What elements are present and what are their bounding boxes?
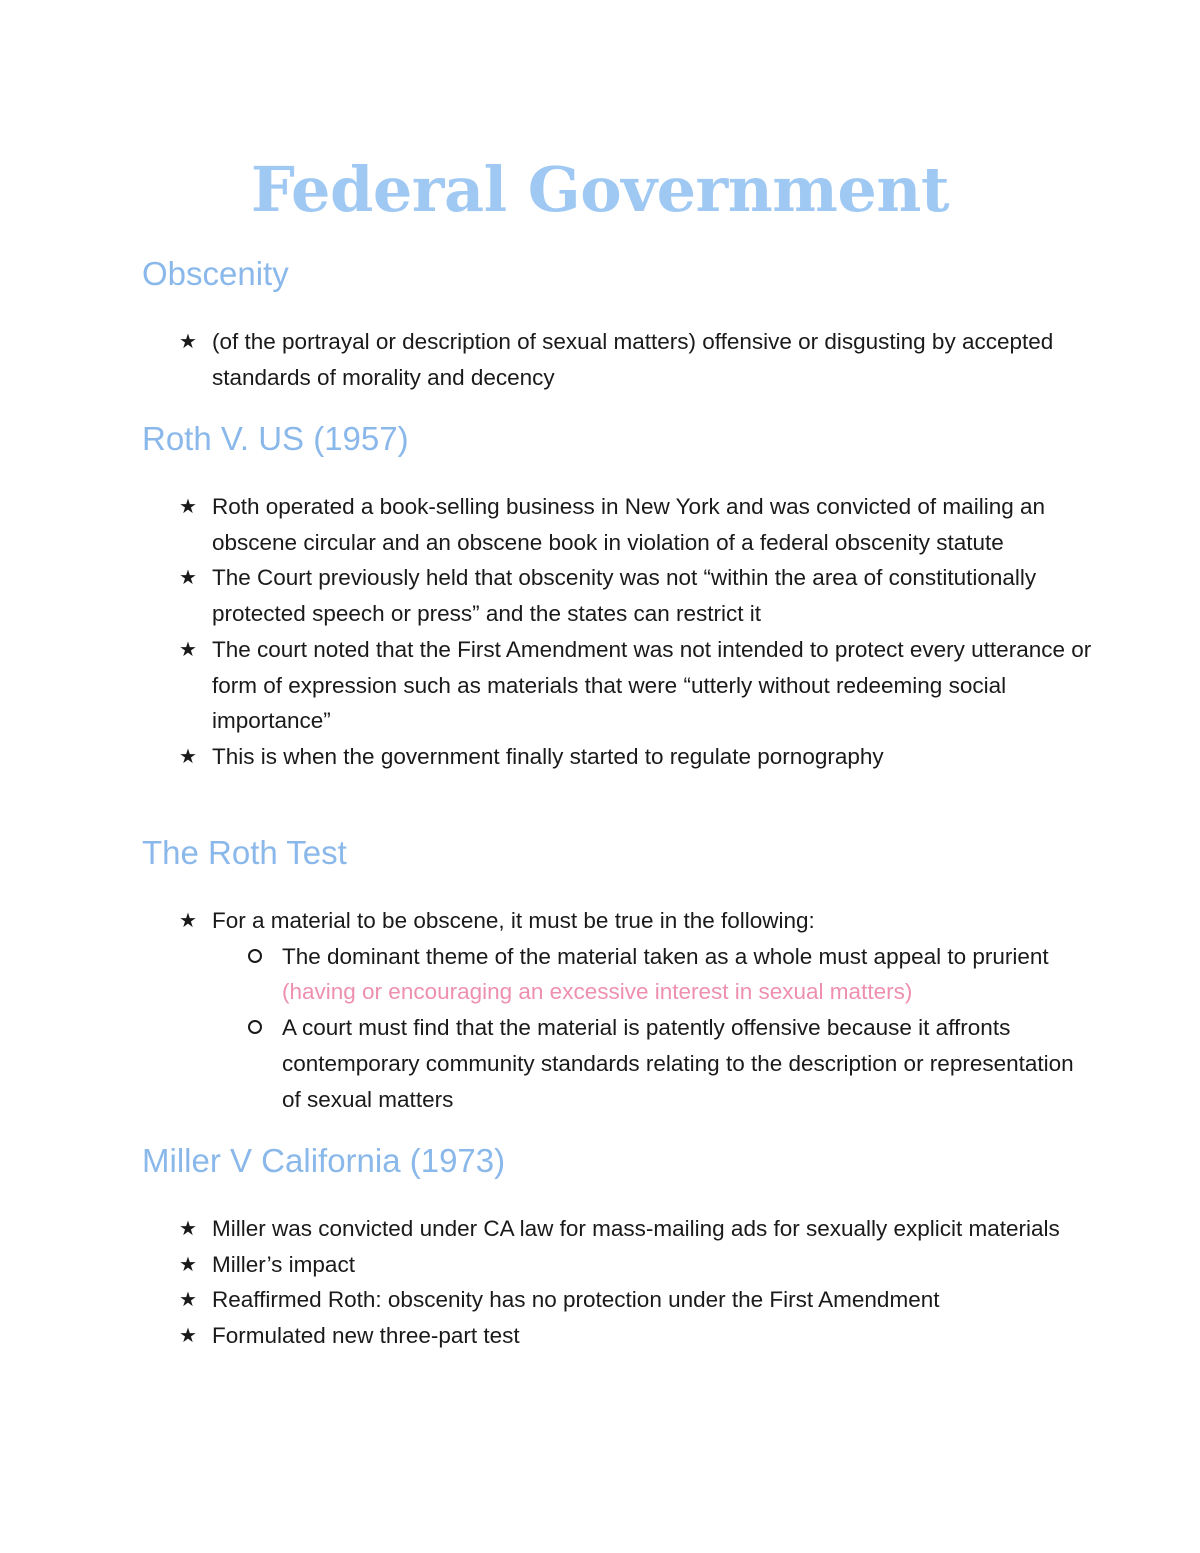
star-icon: ★	[179, 636, 197, 661]
section-obscenity	[142, 254, 1092, 395]
sub-list-item	[212, 939, 1092, 1010]
list-item-text: The Court previously held that obscenity was not “within the area of constitutionally protected speech or press” and the states can restrict it	[212, 565, 1037, 627]
star-icon: ★	[179, 1216, 197, 1240]
star-icon: ★	[179, 908, 197, 932]
list-item-text: The court noted that the First Amendment was not intended to protect every utterance or form of expression such as materials that were “utterly without redeeming social importance”	[212, 636, 1092, 734]
hollow-circle-icon	[248, 1020, 262, 1034]
list-item-text: Miller was convicted under CA law for mass-mailing ads for sexually explicit materials	[212, 1216, 1060, 1241]
definition-highlight: (having or encouraging an excessive interest in sexual matters)	[282, 979, 913, 1005]
section-heading: The Roth Test	[142, 834, 347, 871]
section-heading: Obscenity	[142, 255, 289, 292]
section-heading: Roth V. US (1957)	[142, 420, 409, 457]
document-title: Federal Government	[250, 153, 950, 226]
list-item	[142, 1211, 1092, 1247]
star-icon: ★	[179, 565, 197, 590]
bullet-list	[142, 1211, 1092, 1354]
section-miller-v-california	[142, 1141, 1092, 1354]
sub-bullet-list	[212, 939, 1092, 1118]
list-item-text: This is when the government finally started to regulate pornography	[212, 743, 884, 769]
list-item-text: For a material to be obscene, it must be true in the following:	[212, 908, 815, 933]
list-item-text: Reaffirmed Roth: obscenity has no protection under the First Amendment	[212, 1287, 940, 1313]
list-item-text: Formulated new three-part test	[212, 1323, 520, 1349]
star-icon: ★	[179, 743, 197, 768]
star-icon: ★	[179, 494, 197, 518]
list-item-text: Miller’s impact	[212, 1251, 355, 1277]
sub-list-item-text: The dominant theme of the material taken as a whole must appeal to prurient	[282, 943, 1049, 969]
sub-list-item	[212, 1010, 1092, 1117]
list-item	[142, 1282, 1092, 1318]
list-item	[142, 1318, 1092, 1354]
star-icon: ★	[179, 1251, 197, 1276]
list-item	[142, 1247, 1092, 1283]
list-item	[142, 489, 1092, 560]
bullet-list	[142, 489, 1092, 775]
list-item	[142, 903, 1092, 1117]
bullet-list	[142, 324, 1092, 395]
list-item	[142, 632, 1092, 739]
sub-list-item-text: A court must find that the material is patently offensive because it affronts contemporary community standards relating to the description or representation of sexual matters	[282, 1015, 1074, 1112]
star-icon: ★	[179, 1287, 197, 1312]
list-item	[142, 739, 1092, 775]
list-item-text: (of the portrayal or description of sexual matters) offensive or disgusting by accepted standards of morality and decency	[212, 329, 1054, 390]
list-item	[142, 324, 1092, 395]
section-roth-v-us	[142, 419, 1092, 775]
list-item-text: Roth operated a book-selling business in New York and was convicted of mailing an obscene circular and an obscene book in violation of a federal obscenity statute	[212, 494, 1045, 555]
hollow-circle-icon	[248, 949, 262, 963]
star-icon: ★	[179, 329, 197, 353]
list-item	[142, 560, 1092, 631]
star-icon: ★	[179, 1323, 197, 1348]
bullet-list	[142, 903, 1092, 1117]
section-heading: Miller V California (1973)	[142, 1142, 506, 1179]
section-roth-test	[142, 833, 1092, 1117]
